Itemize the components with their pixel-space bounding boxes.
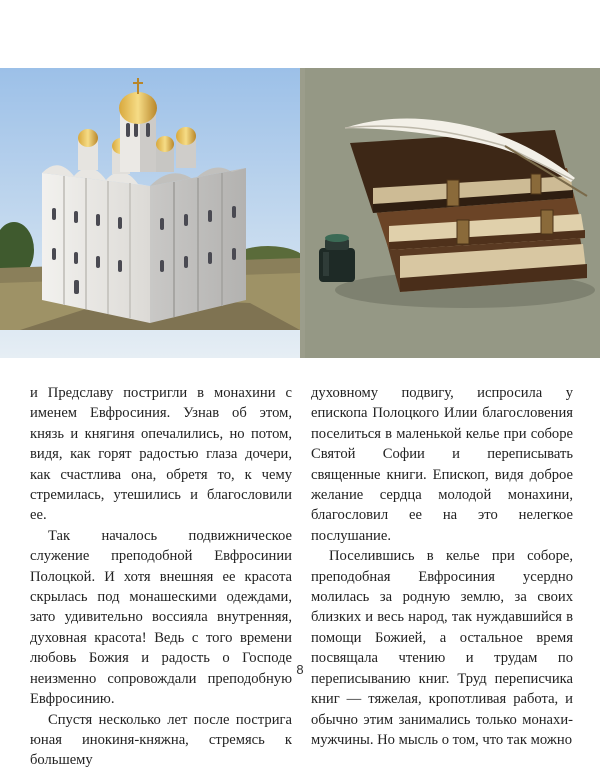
cathedral-photo	[0, 68, 300, 358]
books-photo	[305, 68, 600, 358]
paragraph: Поселившись в келье при соборе, преподобная Евфросиния усердно молилась за родную землю, за своих близких и весь народ, так нуждавшийся в помощи Божией, а остальное время посвящала чтению и трудам по переписыванию книг. Труд переписчика книг — тяжелая, кропотливая работа, и обычно этим занимались только монахи-мужчины. Но мысль о том, что так можно	[311, 548, 573, 748]
text-column-left	[30, 383, 292, 771]
paragraph: духовному подвигу, испросила у епископа Полоцкого Илии благословения поселиться в маленькой келье при соборе Святой Софии и переписывать священные книги. Епископ, видя доброе желание сердца молодой монахини, благословил ее на это нелегкое послушание.	[311, 385, 573, 544]
paragraph: Спустя несколько лет после пострига юная инокиня-княжна, стремясь к большему	[30, 711, 292, 769]
books-illustration	[305, 68, 600, 358]
paragraph: и Предславу постригли в монахини с именем Евфросиния. Узнав об этом, князь и княгиня опечалились, но потом, видя, как горят радостью глаза дочери, как счастлива она, обретя то, к чему стремилась, утешились и благословили ее.	[30, 385, 292, 524]
cathedral-illustration	[0, 68, 300, 358]
paragraph: Так началось подвижническое служение преподобной Евфросинии Полоцкой. И хотя внешняя ее красота скрылась под монашескими одеждами, зато удивительно воссияла внутренняя, духовная красота! Ведь с того времени любовь Божия и радость о Господе неизменно сопровождали преподобную Евфросинию.	[30, 527, 292, 708]
page-number: 8	[296, 662, 304, 677]
text-column-right	[311, 383, 573, 750]
